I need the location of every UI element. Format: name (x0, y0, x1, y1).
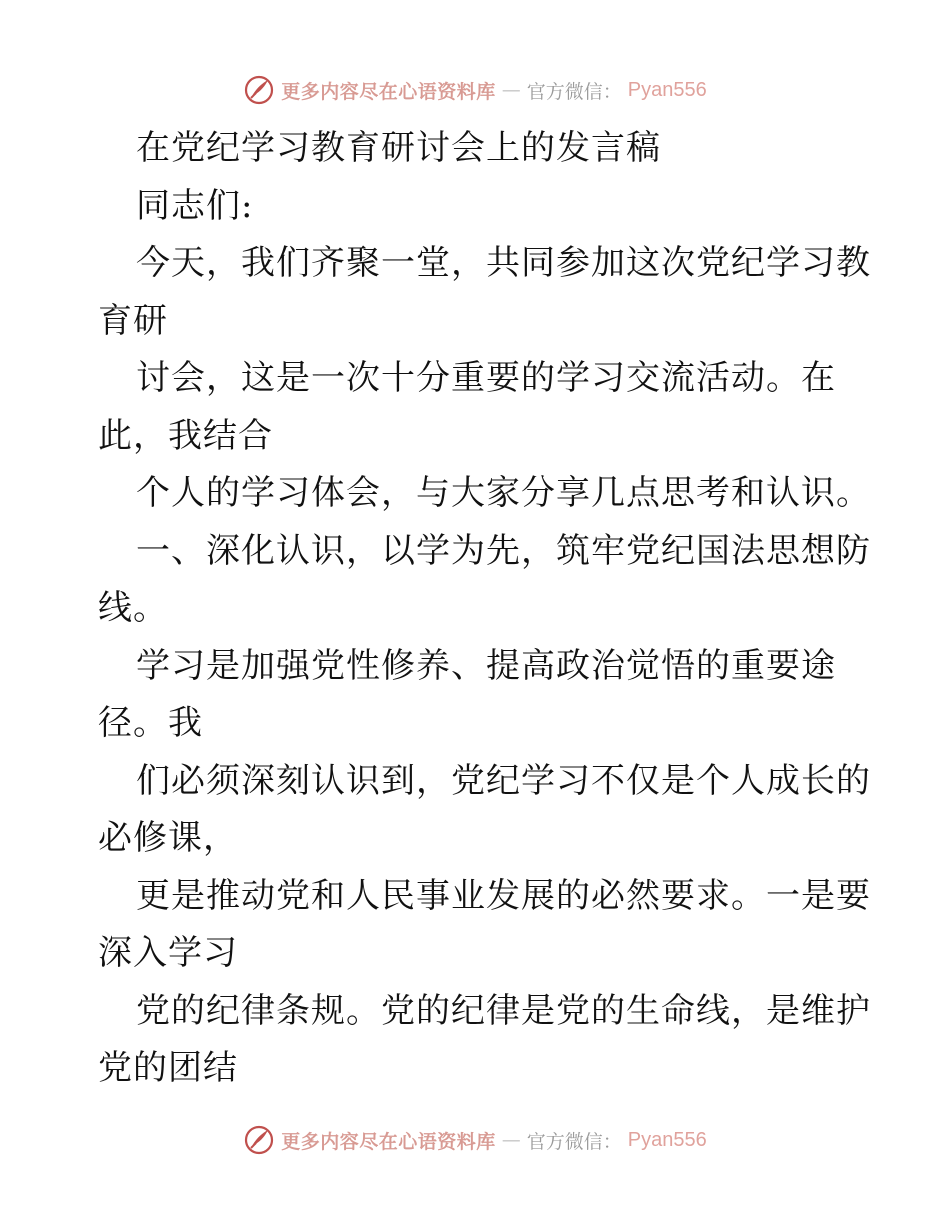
document-body (98, 120, 871, 1098)
text-line: 们必须深刻认识到，党纪学习不仅是个人成长的 (136, 760, 871, 801)
text-line: 讨会，这是一次十分重要的学习交流活动。在 (136, 358, 836, 398)
text-line: 学习是加强党性修养、提高政治觉悟的重要途 (136, 645, 836, 686)
text-line: 育研 (98, 300, 168, 341)
promo-text: 更多内容尽在心语资料库 (281, 1130, 496, 1153)
document-title: 在党纪学习教育研讨会上的发言稿 (136, 128, 661, 168)
text-line: 更是推动党和人民事业发展的必然要求。一是要 (136, 875, 871, 916)
header-banner (0, 70, 950, 110)
text-line: 深入学习 (98, 933, 238, 973)
text-line: 线。 (98, 588, 168, 628)
text-line: 党的团结 (98, 1048, 238, 1088)
text-line: 此，我结合 (98, 415, 273, 456)
wechat-label: 官方微信： (526, 1130, 622, 1153)
text-line: 一、深化认识，以学为先，筑牢党纪国法思想防 (136, 530, 871, 571)
text-line: 党的纪律条规。党的纪律是党的生命线，是维护 (136, 990, 871, 1031)
text-line: 必修课， (98, 818, 238, 858)
text-line: 个人的学习体会，与大家分享几点思考和认识。 (136, 473, 871, 513)
feather-logo-icon (243, 1124, 275, 1156)
text-line: 径。我 (98, 703, 203, 743)
banner-separator: — (501, 1129, 521, 1151)
promo-text: 更多内容尽在心语资料库 (281, 80, 496, 103)
feather-logo-icon (243, 74, 275, 106)
wechat-label: 官方微信： (526, 80, 622, 103)
text-line: 同志们: (136, 185, 254, 226)
text-line: 今天，我们齐聚一堂，共同参加这次党纪学习教 (136, 243, 871, 283)
wechat-id: Pyan556 (627, 78, 707, 101)
footer-banner (0, 1120, 950, 1160)
banner-separator: — (501, 79, 521, 101)
wechat-id: Pyan556 (627, 1128, 707, 1151)
